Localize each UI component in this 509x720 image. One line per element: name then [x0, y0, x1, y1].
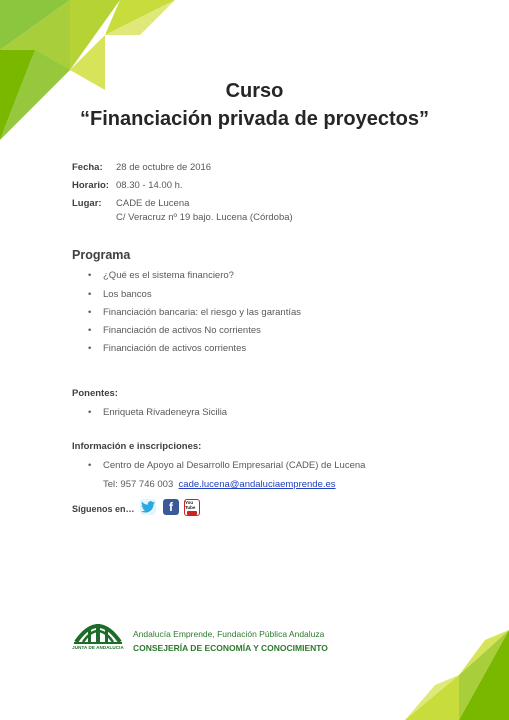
- footer-line-1: Andalucía Emprende, Fundación Pública Andaluza: [133, 629, 325, 639]
- horario-value: 08.30 - 14.00 h.: [116, 180, 183, 191]
- list-item: Financiación de activos corrientes: [103, 343, 247, 354]
- bullet-icon: •: [88, 307, 92, 318]
- horario-label: Horario:: [72, 180, 109, 191]
- follow-label: Síguenos en…: [72, 504, 135, 514]
- lugar-value-2: C/ Veracruz nº 19 bajo. Lucena (Córdoba): [116, 212, 293, 223]
- info-heading: Información e inscripciones:: [72, 441, 202, 452]
- lugar-label: Lugar:: [72, 198, 102, 209]
- bullet-icon: •: [88, 270, 92, 281]
- phone-text: Tel: 957 746 003: [103, 479, 174, 490]
- course-label: Curso: [225, 80, 284, 102]
- list-item: Los bancos: [103, 289, 152, 300]
- facebook-icon[interactable]: f: [163, 499, 179, 515]
- logo-text: JUNTA DE ANDALUCIA: [72, 645, 124, 650]
- speaker-name: Enriqueta Rivadeneyra Sicilia: [103, 407, 228, 418]
- course-title: “Financiación privada de proyectos”: [80, 108, 429, 130]
- bullet-icon: •: [88, 460, 92, 471]
- junta-andalucia-logo-icon: [72, 612, 124, 646]
- center-name: Centro de Apoyo al Desarrollo Empresarial (CADE) de Lucena: [103, 460, 366, 471]
- list-item: Financiación bancaria: el riesgo y las garantías: [103, 307, 302, 318]
- bullet-icon: •: [88, 325, 92, 336]
- youtube-play-bar: [187, 511, 197, 515]
- ponentes-heading: Ponentes:: [72, 388, 118, 399]
- footer-line-2: CONSEJERÍA DE ECONOMÍA Y CONOCIMIENTO: [133, 643, 328, 653]
- fecha-value: 28 de octubre de 2016: [116, 162, 212, 173]
- youtube-text: You Tube: [185, 500, 196, 510]
- youtube-icon[interactable]: [184, 499, 200, 516]
- lugar-value-1: CADE de Lucena: [116, 198, 190, 209]
- contact-line: [103, 479, 336, 490]
- bullet-icon: •: [88, 343, 92, 354]
- list-item: ¿Qué es el sistema financiero?: [103, 270, 234, 281]
- twitter-icon[interactable]: [140, 499, 156, 515]
- bullet-icon: •: [88, 289, 92, 300]
- fecha-label: Fecha:: [72, 162, 103, 173]
- programa-heading: Programa: [72, 248, 131, 262]
- email-link[interactable]: cade.lucena@andaluciaemprende.es: [178, 479, 336, 490]
- bullet-icon: •: [88, 407, 92, 418]
- bottom-right-decoration: [385, 630, 509, 720]
- list-item: Financiación de activos No corrientes: [103, 325, 261, 336]
